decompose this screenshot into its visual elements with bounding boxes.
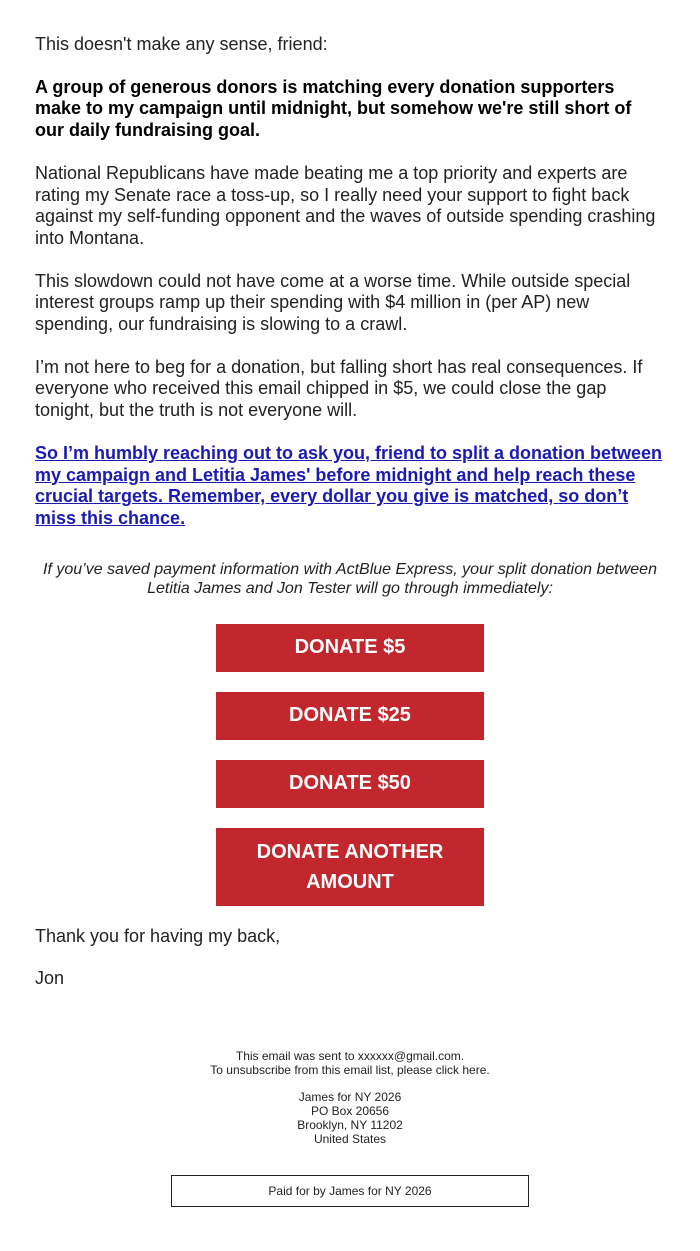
unsubscribe-line xyxy=(35,1063,665,1077)
split-donation-link[interactable]: So I’m humbly reaching out to ask you, friend to split a donation between my campaign and Letitia James' before midnight and help reach these crucial targets. Remember, every dollar you give is matched, so don’t miss this chance. xyxy=(35,442,663,528)
paid-for-disclaimer: Paid for by James for NY 2026 xyxy=(171,1175,529,1207)
donation-link-paragraph xyxy=(35,443,665,530)
bold-paragraph: A group of generous donors is matching every donation supporters make to my campaign until midnight, but somehow we're still short of our daily fundraising goal. xyxy=(35,76,632,141)
sent-to-prefix: This email was sent to xyxy=(235,1048,358,1063)
signature: Jon xyxy=(35,967,65,988)
unsubscribe-link[interactable]: click here xyxy=(435,1062,487,1077)
address-city: Brooklyn, NY 11202 xyxy=(297,1117,403,1132)
unsubscribe-suffix: . xyxy=(486,1062,490,1077)
mailing-address xyxy=(35,1090,665,1146)
donate-buttons xyxy=(35,624,665,926)
recipient-email-link[interactable]: xxxxxx@gmail.com xyxy=(357,1048,461,1063)
greeting: This doesn't make any sense, friend: xyxy=(35,34,328,54)
address-name: James for NY 2026 xyxy=(298,1089,402,1104)
sent-to-line xyxy=(35,1049,665,1063)
unsubscribe-prefix: To unsubscribe from this email list, please xyxy=(210,1062,436,1077)
actblue-express-note: If you’ve saved payment information with ActBlue Express, your split donation between Letitia James and Jon Tester will go through immediately: xyxy=(43,560,657,597)
donate-50-button[interactable]: DONATE $50 xyxy=(216,760,484,808)
paragraph-consequences: I’m not here to beg for a donation, but falling short has real consequences. If everyone who received this email chipped in $5, we could close the gap tonight, but the truth is not everyone will. xyxy=(35,356,643,421)
address-country: United States xyxy=(313,1131,387,1146)
address-po-box: PO Box 20656 xyxy=(310,1103,390,1118)
closing-line: Thank you for having my back, xyxy=(35,925,281,946)
donate-5-button[interactable]: DONATE $5 xyxy=(216,624,484,672)
donate-other-amount-button[interactable]: DONATE ANOTHER AMOUNT xyxy=(216,828,484,906)
paragraph-senate-race: National Republicans have made beating me a top priority and experts are rating my Senate race a toss-up, so I really need your support to fight back against my self-funding opponent and the waves of outside spending crashing into Montana. xyxy=(35,162,656,248)
donate-25-button[interactable]: DONATE $25 xyxy=(216,692,484,740)
sent-to-suffix: . xyxy=(460,1048,465,1063)
email-footer xyxy=(35,1049,665,1207)
paragraph-slowdown: This slowdown could not have come at a worse time. While outside special interest groups ramp up their spending with $4 million in (per AP) new spending, our fundraising is slowing to a crawl. xyxy=(35,270,631,335)
